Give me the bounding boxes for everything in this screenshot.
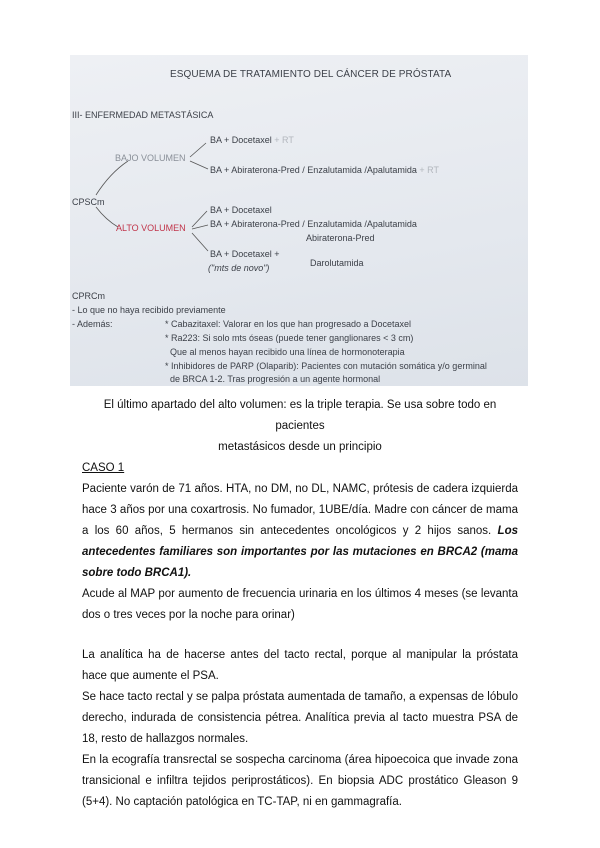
bajo-option-1: BA + Docetaxel + RT <box>210 135 294 145</box>
case-title: CASO 1 <box>82 462 125 474</box>
caption-line: metastásicos desde un principio <box>218 441 382 453</box>
scheme-title: ESQUEMA DE TRATAMIENTO DEL CÁNCER DE PRÓSTATA <box>170 69 452 80</box>
alto-option-2: BA + Abiraterona-Pred / Enzalutamida /Apalutamida <box>210 219 417 229</box>
paragraph-history: Paciente varón de 71 años. HTA, no DM, no DL, NAMC, prótesis de cadera izquierda hace 3 años por una coxartrosis. No fumador, 1UBE/día. Madre con cáncer de mama a los 60 años, 5 hermanos sin antecedentes oncológicos y 2 hijos sanos. Los antecedentes familiares son importantes por las mutaciones en BRCA2 (mama sobre todo BRCA1). <box>82 483 518 579</box>
caption-line: El último apartado del alto volumen: es la triple terapia. Se usa sobre todo en pacientes <box>103 399 497 432</box>
paragraph-presentation: Acude al MAP por aumento de frecuencia urinaria en los últimos 4 meses (se levanta dos o tres veces por la noche para orinar) <box>82 588 518 621</box>
ademas-line: * Cabazitaxel: Valorar en los que han progresado a Docetaxel <box>165 319 411 329</box>
alto-volumen-label: ALTO VOLUMEN <box>116 223 186 233</box>
ademas-line: Que al menos hayan recibido una línea de hormonoterapia <box>170 347 405 357</box>
cprcm-item-2: - Además: <box>72 319 113 329</box>
bajo-volumen-label: BAJO VOLUMEN <box>115 153 186 163</box>
photo-caption <box>82 395 518 458</box>
root-cpscm: CPSCm <box>72 197 105 207</box>
alto-option-extra: Abiraterona-Pred <box>306 233 375 243</box>
paragraph-imaging: En la ecografía transrectal se sospecha carcinoma (área hipoecoica que invade zona transicional e infiltra tejidos periprostáticos). En biopsia ADC prostático Gleason 9 (5+4). No captación patológica en TC-TAP, ni en gammagrafía. <box>82 754 518 808</box>
cprcm-item-1: - Lo que no haya recibido previamente <box>72 305 226 315</box>
bajo-option-2: BA + Abiraterona-Pred / Enzalutamida /Apalutamida + RT <box>210 165 439 175</box>
triple-note: ("mts de novo") <box>208 263 270 273</box>
triple-drug: Darolutamida <box>310 258 364 268</box>
ademas-line: * Inhibidores de PARP (Olaparib): Pacientes con mutación somática y/o germinal <box>165 361 487 371</box>
ademas-line: * Ra223: Si solo mts óseas (puede tener ganglionares < 3 cm) <box>165 333 414 343</box>
alto-option-1: BA + Docetaxel <box>210 205 272 215</box>
paragraph-analytics: La analítica ha de hacerse antes del tacto rectal, porque al manipular la próstata hace que aumente el PSA. <box>82 649 518 682</box>
ademas-line: de BRCA 1-2. Tras progresión a un agente hormonal <box>170 374 381 384</box>
paragraph-exam: Se hace tacto rectal y se palpa próstata aumentada de tamaño, a expensas de lóbulo derecho, indurada de consistencia pétrea. Analítica previa al tacto muestra PSA de 18, resto de hallazgos normales. <box>82 691 518 745</box>
scheme-section: III- ENFERMEDAD METASTÁSICA <box>72 110 214 120</box>
cprcm-label: CPRCm <box>72 291 105 301</box>
treatment-scheme-photo <box>70 55 528 386</box>
document-body <box>82 395 518 813</box>
triple-therapy: BA + Docetaxel + <box>210 249 280 259</box>
